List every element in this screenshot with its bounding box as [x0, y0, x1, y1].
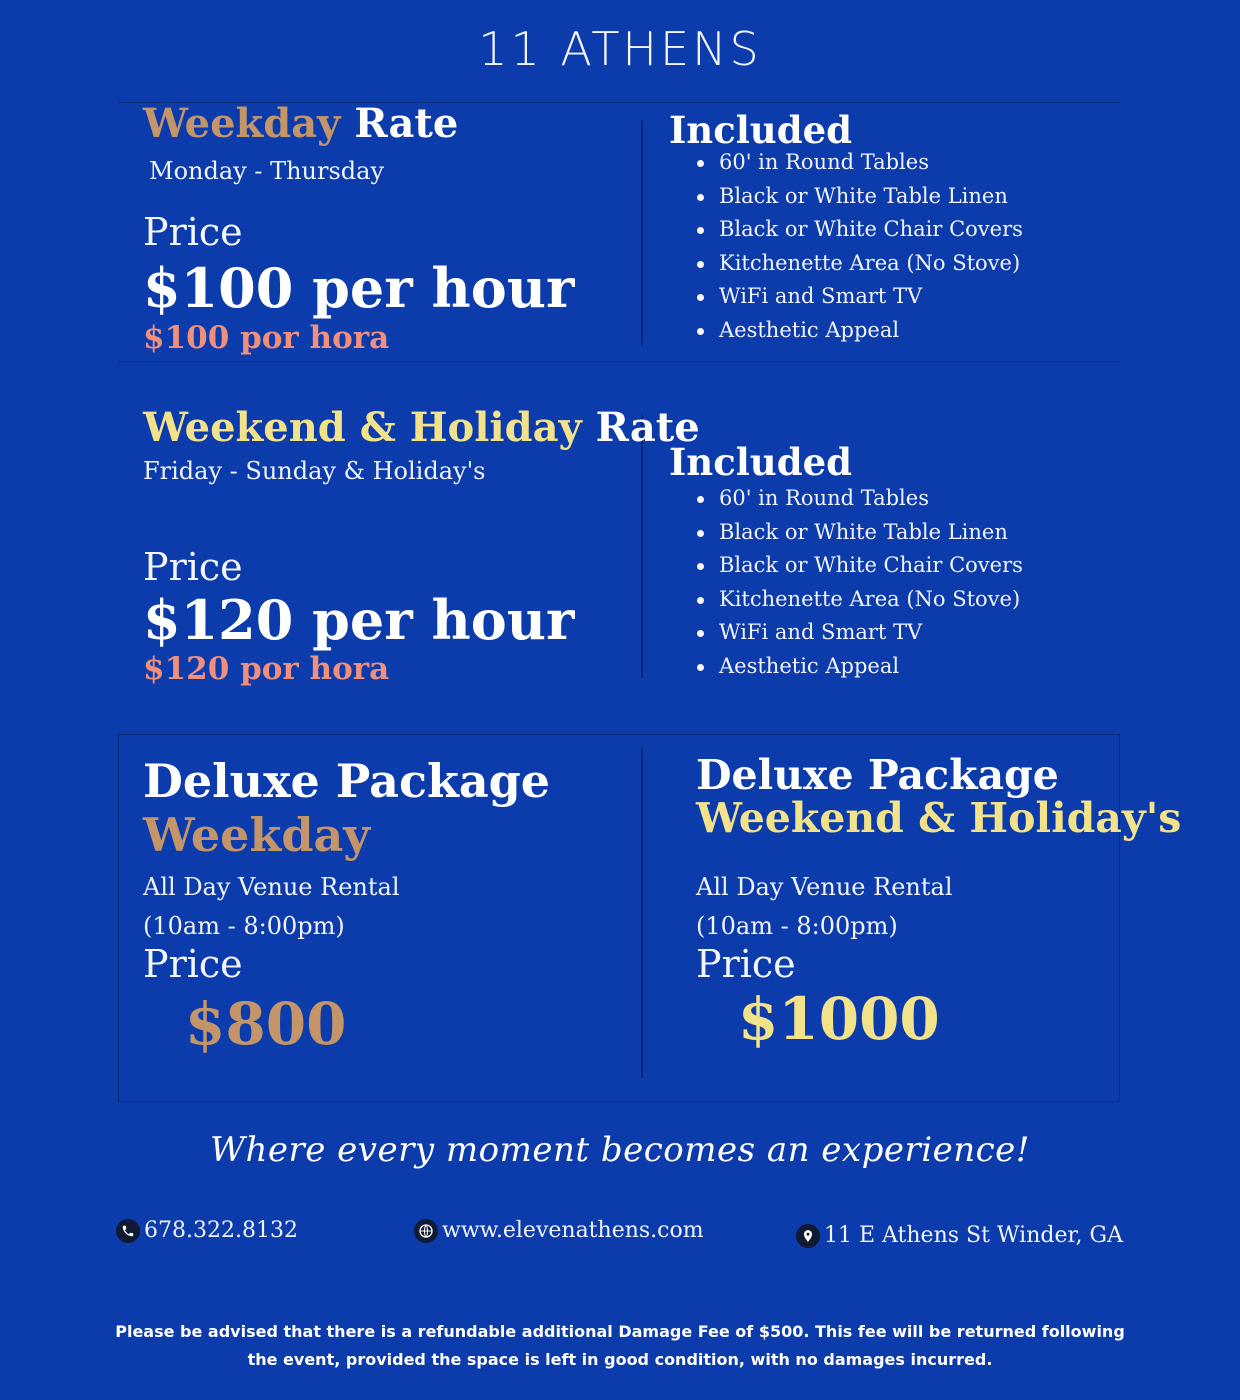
deluxe-weekend-desc: All Day Venue Rental [696, 873, 953, 901]
weekend-price-spanish: $120 por hora [143, 651, 390, 687]
section-divider [641, 748, 643, 1078]
website-link[interactable]: www.elevenathens.com [442, 1218, 704, 1243]
list-item: Kitchenette Area (No Stove) [689, 583, 1023, 617]
deluxe-weekday-price-label: Price [143, 942, 243, 986]
phone-number: 678.322.8132 [144, 1218, 298, 1243]
tagline: Where every moment becomes an experience! [210, 1130, 1030, 1170]
deluxe-weekday-block [143, 754, 550, 862]
deluxe-weekday-hours: (10am - 8:00pm) [143, 912, 345, 940]
list-item: Black or White Chair Covers [689, 213, 1023, 247]
weekend-rate-heading [143, 404, 700, 451]
list-item: Black or White Table Linen [689, 516, 1023, 550]
address-contact[interactable] [796, 1223, 1123, 1248]
list-item: Kitchenette Area (No Stove) [689, 247, 1023, 281]
deluxe-weekend-price-label: Price [696, 942, 796, 986]
phone-icon [116, 1219, 140, 1243]
weekday-included-list [689, 146, 1023, 347]
deluxe-weekend-hours: (10am - 8:00pm) [696, 912, 898, 940]
phone-contact[interactable] [116, 1218, 298, 1243]
weekday-price-label: Price [143, 210, 243, 254]
weekend-rate-accent: Weekend & Holiday [143, 404, 582, 451]
deluxe-weekday-price: $800 [185, 990, 347, 1058]
weekday-included-title: Included [669, 108, 852, 152]
weekday-rate-word: Rate [354, 100, 459, 147]
list-item: Black or White Table Linen [689, 180, 1023, 214]
weekday-rate-accent: Weekday [143, 100, 341, 147]
list-item: 60' in Round Tables [689, 146, 1023, 180]
deluxe-weekend-title: Deluxe Package [696, 751, 1059, 799]
location-pin-icon [796, 1224, 820, 1248]
deluxe-weekend-block [696, 751, 1182, 842]
list-item: Aesthetic Appeal [689, 650, 1023, 684]
deluxe-weekday-desc: All Day Venue Rental [143, 873, 400, 901]
list-item: 60' in Round Tables [689, 482, 1023, 516]
section-divider [641, 120, 643, 346]
damage-fee-disclaimer: Please be advised that there is a refundable additional Damage Fee of $500. This fee will be returned following the event, provided the space is left in good condition, with no damages incurred. [115, 1322, 1125, 1369]
address-text: 11 E Athens St Winder, GA [824, 1223, 1124, 1248]
weekday-price-spanish: $100 por hora [143, 320, 390, 356]
deluxe-weekend-price: $1000 [738, 985, 940, 1053]
deluxe-weekday-subtitle: Weekday [143, 808, 371, 862]
weekday-days: Monday - Thursday [149, 157, 385, 185]
weekend-price: $120 per hour [143, 588, 575, 652]
venue-title: 11 ATHENS [478, 22, 762, 76]
weekend-rate-word: Rate [595, 404, 700, 451]
list-item: WiFi and Smart TV [689, 280, 1023, 314]
weekend-price-label: Price [143, 545, 243, 589]
list-item: Aesthetic Appeal [689, 314, 1023, 348]
weekend-included-title: Included [669, 440, 852, 484]
deluxe-weekend-subtitle: Weekend & Holiday's [696, 794, 1182, 842]
deluxe-weekday-title: Deluxe Package [143, 754, 551, 808]
weekday-rate-heading [143, 100, 458, 147]
section-divider [641, 414, 643, 678]
weekend-days: Friday - Sunday & Holiday's [143, 457, 486, 485]
list-item: Black or White Chair Covers [689, 549, 1023, 583]
website-contact[interactable] [414, 1218, 704, 1243]
weekday-price: $100 per hour [143, 256, 575, 320]
weekend-included-list [689, 482, 1023, 683]
list-item: WiFi and Smart TV [689, 616, 1023, 650]
globe-icon [414, 1219, 438, 1243]
